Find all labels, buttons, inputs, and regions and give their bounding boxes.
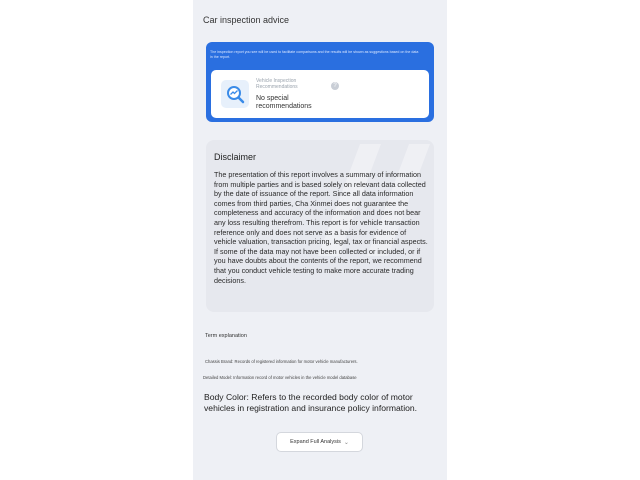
- magnifier-chart-icon: [221, 80, 249, 108]
- section-title: Car inspection advice: [203, 15, 290, 25]
- disclaimer-title: Disclaimer: [214, 152, 257, 162]
- term-chassis-brand: Chassis Brand: Records of registered information for motor vehicle manufacturers.: [205, 359, 358, 364]
- expand-button-label: Expand Full Analysis: [290, 439, 341, 445]
- recommendation-text: No special recommendations: [256, 95, 312, 110]
- recommendation-subtitle: Vehicle Inspection Recommendations: [256, 78, 298, 90]
- disclaimer-body: The presentation of this report involves a summary of information from multiple parties and is based solely on relevant data collected by the date of issuance of the report. Since all data information comes from third parties, Cha Xinmei does not guarantee the completeness and accuracy of the information and does not bear any loss resulting therefrom. This report is for vehicle transaction reference only and does not serve as a basis for evidence of vehicle valuation, transaction pricing, legal, tax or financial aspects. If some of the data may not have been collected or included, or if you have doubts about the contents of the report, we recommend that you conduct vehicle testing to make more accurate trading decisions.: [214, 170, 428, 285]
- chevron-down-icon: ⌄: [343, 439, 349, 446]
- disclaimer-card: [206, 140, 434, 312]
- info-icon[interactable]: ?: [331, 82, 339, 90]
- term-detailed-model: Detailed Model: Information record of motor vehicles in the vehicle model database: [203, 375, 357, 380]
- inspection-caption: The inspection report you see will be used to facilitate comparisons and the results will be shown as suggestions based on the data in the report.: [210, 50, 419, 59]
- expand-full-analysis-button[interactable]: [276, 432, 363, 452]
- report-page: [193, 0, 447, 480]
- term-body-color: Body Color: Refers to the recorded body color of motor vehicles in registration and insurance policy information.: [204, 392, 418, 413]
- term-explanation-title: Term explanation: [205, 333, 247, 339]
- inspection-advice-card: [206, 42, 434, 122]
- recommendation-card[interactable]: [211, 70, 429, 118]
